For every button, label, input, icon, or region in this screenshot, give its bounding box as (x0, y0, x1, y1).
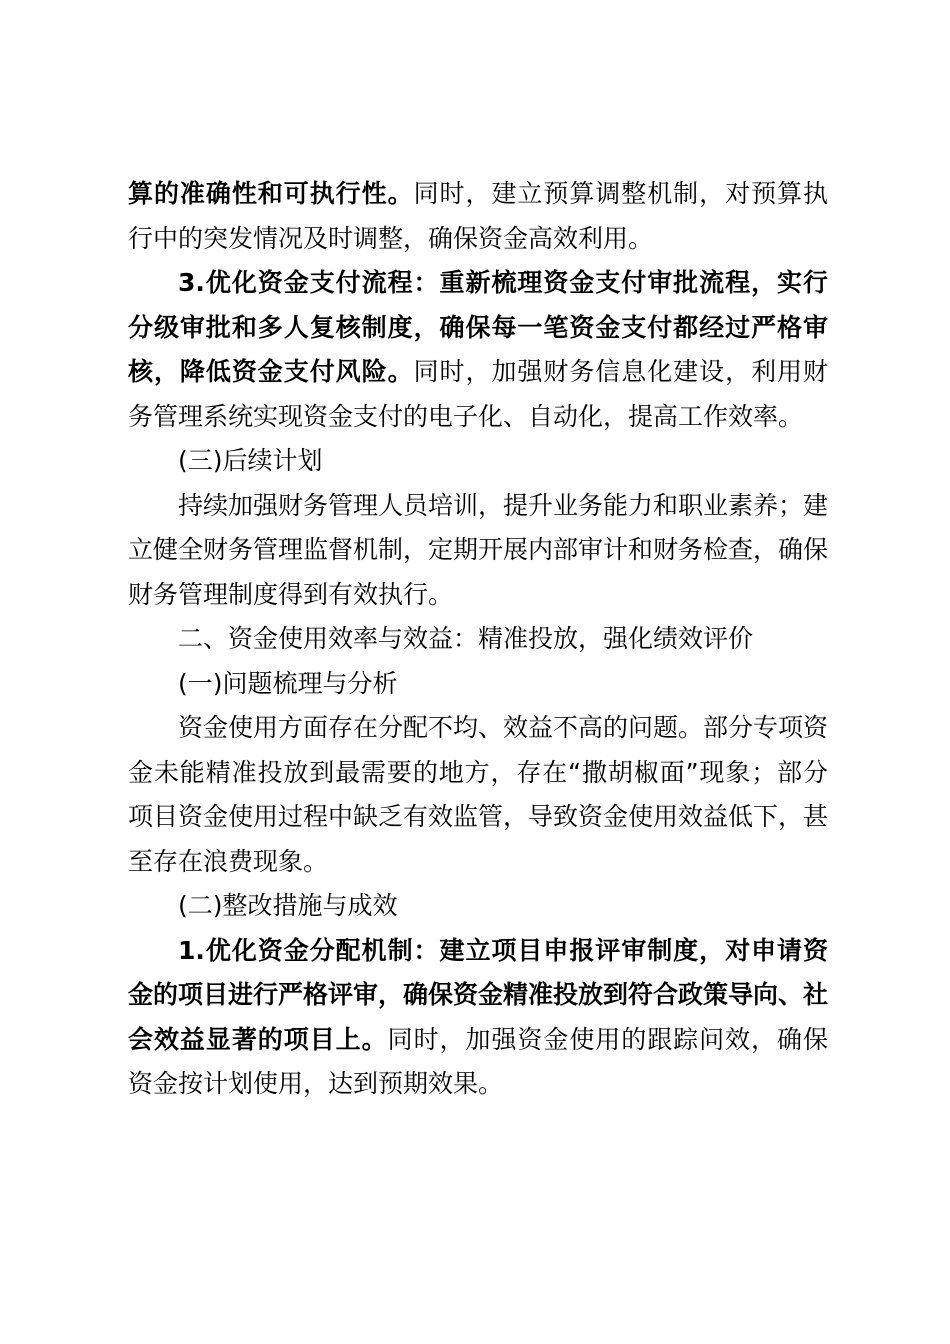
bold-text: 1.优化资金分配机制：建立项目申报评审制度，对申请资金的项目进行严格评审，确保资金精准投放到符合政策导向、社会效益显著的项目上。 (128, 935, 829, 1054)
paragraph-budget-adjustment (128, 172, 828, 261)
body-text: 同时，建立预算调整机制，对预算执行中的突发情况及时调整，确保资金高效利用。 (128, 179, 828, 253)
document-body (128, 172, 828, 1107)
section-heading-rectification: (二)整改措施与成效 (178, 891, 398, 920)
section-heading-follow-up-plan: (三)后续计划 (178, 446, 323, 475)
chapter-heading-fund-efficiency: 二、资金使用效率与效益：精准投放，强化绩效评价 (178, 624, 754, 653)
section-heading-problem-analysis: (一)问题梳理与分析 (178, 668, 398, 698)
body-text: 同时，加强资金使用的跟踪问效，确保资金按计划使用，达到预期效果。 (128, 1024, 828, 1098)
paragraph-problem-analysis: 资金使用方面存在分配不均、效益不高的问题。部分专项资金未能精准投放到最需要的地方，存在“撒胡椒面”现象；部分项目资金使用过程中缺乏有效监管，导致资金使用效益低下，甚至存在浪费现象。 (128, 713, 829, 876)
paragraph-payment-process (128, 261, 828, 439)
paragraph-follow-up-plan: 持续加强财务管理人员培训，提升业务能力和职业素养；建立健全财务管理监督机制，定期开展内部审计和财务检查，确保财务管理制度得到有效执行。 (128, 490, 829, 609)
bold-text: 算的准确性和可执行性。 (128, 179, 414, 208)
bold-text: 3.优化资金支付流程：重新梳理资金支付审批流程，实行分级审批和多人复核制度，确保每一笔资金支付都经过严格审核，降低资金支付风险。 (128, 268, 828, 386)
paragraph-fund-allocation (128, 929, 828, 1107)
body-text: 同时，加强财务信息化建设，利用财务管理系统实现资金支付的电子化、自动化，提高工作效率。 (128, 357, 828, 431)
